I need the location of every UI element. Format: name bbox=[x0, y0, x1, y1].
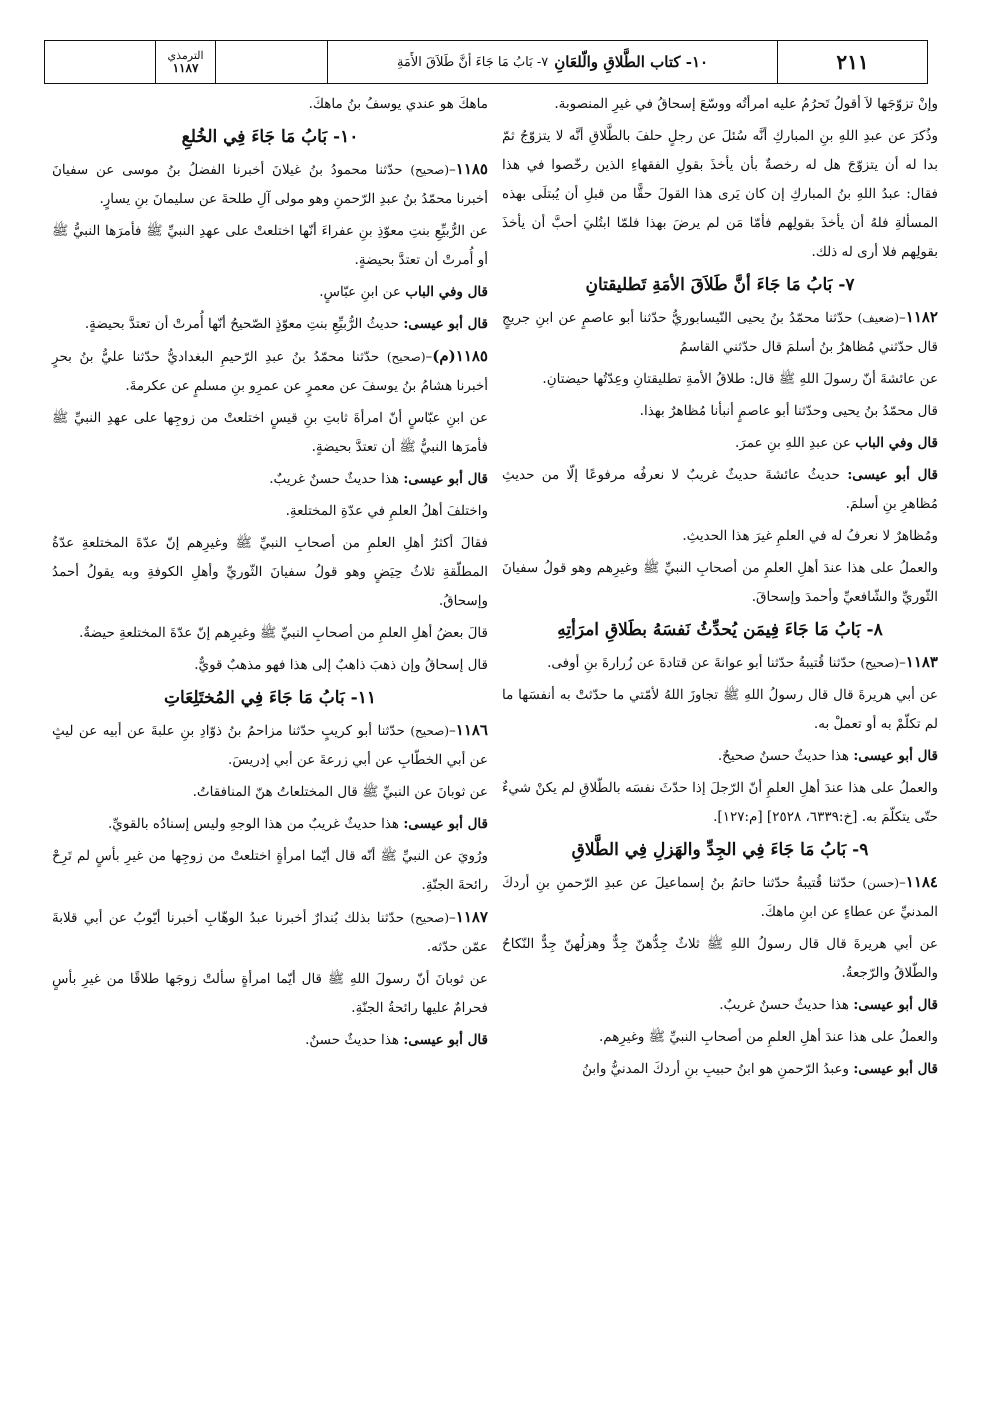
commentary-paragraph bbox=[52, 1026, 488, 1055]
chapter-title: ٧- بَابُ مَا جَاءَ أنَّ طَلاَقَ الأَمَةِ bbox=[396, 54, 549, 70]
hadith-chain-text: حدّثنا أبو كريبٍ حدّثنا مزاحمُ بنُ ذوّادِ بنِ علبةَ عن أبيه عن ليثٍ عن أبي الخطّابِ عن أبي زرعةَ عن أبي إدريسَ. bbox=[52, 723, 488, 768]
text-paragraph: قالَ بعضُ أهلِ العلمِ من أصحابِ النبيِّ ﷺ وغيرِهم إنّ عدّةَ المختلعةِ حيضةٌ. bbox=[79, 625, 488, 641]
hadith-paragraph: ١١٨٧–(صحيح) حدّثنا بذلك بُندارٌ أخبرنا عبدُ الوهّابِ أخبرنا أيّوبُ عن أبي قلابةَ عمّن حدّثه. bbox=[52, 908, 488, 955]
book-title: ١٠- كتاب الطَّلاقِ والّلعَانِ bbox=[554, 53, 709, 71]
commentary-paragraph bbox=[502, 1055, 938, 1084]
chapter-heading: ١١- بَابُ مَا جَاءَ فِي المُختَلِعَاتِ bbox=[164, 688, 376, 708]
commentary-text: هذا حديثٌ غريبٌ من هذا الوجهِ وليس إسنادُه بالقويِّ. bbox=[107, 816, 400, 832]
hadith-number: ١١٨٢ bbox=[905, 308, 938, 326]
text-paragraph: ومُظاهرٌ لا نعرفُ له في العلمِ غيرَ هذا الحديثِ. bbox=[682, 528, 938, 544]
text-paragraph: عن ابنِ عبّاسٍ أنّ امرأةَ ثابتِ بنِ قيسٍ اختلعتْ من زوجِها على عهدِ النبيِّ ﷺ فأمرَها النبيُّ ﷺ أن تعتدَّ بحيضةٍ. bbox=[52, 410, 488, 455]
hadith-paragraph: ١١٨٣–(صحيح) حدّثنا قُتيبةُ حدّثنا أبو عوانةَ عن قتادةَ عن زُرارةَ بنِ أوفى. bbox=[547, 653, 938, 671]
commentary-paragraph bbox=[502, 429, 938, 458]
commentary-text: حديثُ عائشةَ حديثٌ غريبٌ لا نعرفُه مرفوعًا إلّا من حديثِ مُظاهرِ بنِ أسلمَ. bbox=[502, 467, 938, 512]
text-paragraph: فقالَ أكثرُ أهلِ العلمِ من أصحابِ النبيِّ ﷺ وغيرِهم إنّ عدّةَ المختلعةِ عدّةُ المطلّقةِ ثلاثُ حِيَضٍ وهو قولُ سفيانَ الثّوريِّ وأهلِ الكوفةِ وبه يقولُ أحمدُ وإسحاقُ. bbox=[52, 535, 488, 609]
commentary-paragraph bbox=[502, 991, 938, 1020]
text-paragraph: ورُويَ عن النبيِّ ﷺ أنّه قال أيّما امرأةٍ اختلعتْ من زوجِها من غيرِ بأسٍ لم تَرِحْ رائحةَ الجنّةِ. bbox=[52, 848, 488, 893]
hadith-grade: (صحيح) bbox=[860, 656, 900, 670]
hadith-grade: (صحيح) bbox=[410, 911, 450, 925]
commentary-text: حديثُ الرُّبيِّعِ بنتِ معوّذٍ الصّحيحُ أنّها أُمرتْ أن تعتدَّ بحيضةٍ. bbox=[84, 316, 400, 332]
speaker-label: قال أبو عيسى: bbox=[403, 471, 488, 487]
commentary-paragraph bbox=[52, 310, 488, 339]
commentary-paragraph bbox=[502, 742, 938, 771]
hadith-reference bbox=[155, 41, 215, 83]
hadith-paragraph: ١١٨٢–(ضعيف) حدّثنا محمّدُ بنُ يحيى النّيسابوريُّ حدّثنا أبو عاصمٍ عن ابنِ جريجٍ قال حدّثني مُظاهرُ بنُ أسلمَ قال حدّثني القاسمُ bbox=[502, 308, 938, 355]
text-paragraph: ماهكَ هو عندي يوسفُ بنُ ماهكَ. bbox=[308, 96, 488, 112]
hadith-number: ١١٨٥(م) bbox=[432, 347, 488, 365]
speaker-label: قال وفي الباب bbox=[855, 435, 938, 451]
chapter-heading: ٩- بَابُ مَا جَاءَ فِي الجِدِّ والهَزلِ فِي الطَّلاقِ bbox=[571, 840, 869, 860]
chapter-heading: ١٠- بَابُ مَا جَاءَ فِي الخُلعِ bbox=[181, 127, 359, 147]
chapter-heading: ٧- بَابُ مَا جَاءَ أنَّ طَلاَقَ الأمَةِ تَطليقتانِ bbox=[585, 275, 855, 295]
hadith-chain-text: حدّثنا بذلك بُندارٌ أخبرنا عبدُ الوهّابِ أخبرنا أيّوبُ عن أبي قلابةَ عمّن حدّثه. bbox=[52, 910, 488, 955]
hadith-grade: (حسن) bbox=[862, 876, 900, 890]
chapter-heading: ٨- بَابُ مَا جَاءَ فِيمَن يُحدِّثُ نَفسَهُ بطَلاقِ امرَأتِهِ bbox=[557, 620, 883, 640]
text-paragraph: والعملُ على هذا عندَ أهلِ العلمِ من أصحابِ النبيِّ ﷺ وغيرِهم. bbox=[598, 1029, 938, 1045]
page-number: ٢١١ bbox=[777, 41, 927, 83]
text-paragraph: قال محمّدُ بنُ يحيى وحدّثنا أبو عاصمٍ أنبأنا مُظاهرٌ بهذا. bbox=[639, 403, 938, 419]
hadith-number: ١١٨٤ bbox=[905, 873, 938, 891]
header-empty-cell bbox=[215, 41, 327, 83]
text-paragraph: واختلفَ أهلُ العلمِ في عدّةِ المختلعةِ. bbox=[285, 503, 488, 519]
speaker-label: قال أبو عيسى: bbox=[853, 1061, 938, 1077]
text-paragraph: عن أبي هريرةَ قال قال رسولُ اللهِ ﷺ ثلاثٌ جِدُّهنّ جِدٌّ وهزلُهنّ جِدٌّ النّكاحُ والطّلاقُ والرّجعةُ. bbox=[502, 936, 938, 981]
text-paragraph: عن ثوبانَ أنّ رسولَ اللهِ ﷺ قال أيّما امرأةٍ سألتْ زوجَها طلاقًا من غيرِ بأسٍ فحرامٌ عليها رائحةُ الجنّةِ. bbox=[52, 971, 488, 1016]
hadith-number: ١١٨٥ bbox=[455, 160, 488, 178]
commentary-text: هذا حديثٌ حسنٌ صحيحٌ. bbox=[717, 748, 850, 764]
commentary-text: عن عبدِ اللهِ بنِ عمرَ. bbox=[735, 435, 851, 451]
hadith-chain-text: حدّثنا قُتيبةُ حدّثنا حاتمُ بنُ إسماعيلَ عن عبدِ الرّحمنِ بنِ أردكَ المدنيِّ عن عطاءٍ عن ابنِ ماهكَ. bbox=[502, 875, 938, 920]
text-paragraph: عن الرُّبيِّعِ بنتِ معوّذِ بنِ عفراءَ أنّها اختلعتْ على عهدِ النبيِّ ﷺ فأمرَها النبيُّ ﷺ أو أُمرتْ أن تعتدَّ بحيضةٍ. bbox=[52, 223, 488, 268]
running-title bbox=[327, 41, 777, 83]
speaker-label: قال أبو عيسى: bbox=[403, 316, 488, 332]
header-end-cell bbox=[45, 41, 155, 83]
hadith-grade: (صحيح) bbox=[386, 350, 426, 364]
hadith-number: ١١٨٣ bbox=[905, 653, 938, 671]
speaker-label: قال أبو عيسى: bbox=[403, 1032, 488, 1048]
reference-number: ١١٨٧ bbox=[172, 61, 199, 75]
hadith-paragraph: ١١٨٥–(صحيح) حدّثنا محمودُ بنُ غيلانَ أخبرنا الفضلُ بنُ موسى عن سفيانَ أخبرنا محمّدُ بنُ عبدِ الرّحمنِ وهو مولى آلِ طلحةَ عن سليمانَ بنِ يسارٍ. bbox=[52, 160, 488, 207]
hadith-number: ١١٨٧ bbox=[455, 908, 488, 926]
commentary-paragraph bbox=[52, 810, 488, 839]
reference-label: الترمذي bbox=[167, 49, 204, 62]
hadith-paragraph: ١١٨٤–(حسن) حدّثنا قُتيبةُ حدّثنا حاتمُ بنُ إسماعيلَ عن عبدِ الرّحمنِ بنِ أردكَ المدنيِّ عن عطاءٍ عن ابنِ ماهكَ. bbox=[502, 873, 938, 920]
hadith-grade: (صحيح) bbox=[410, 163, 450, 177]
hadith-paragraph: ١١٨٥(م)–(صحيح) حدّثنا محمّدُ بنُ عبدِ الرّحيمِ البغداديُّ حدّثنا عليُّ بنُ بحرٍ أخبرنا هشامُ بنُ يوسفَ عن معمرٍ عن عمرِو بنِ مسلمٍ عن عكرمةَ. bbox=[52, 347, 488, 394]
hadith-chain-text: حدّثنا محمودُ بنُ غيلانَ أخبرنا الفضلُ بنُ موسى عن سفيانَ أخبرنا محمّدُ بنُ عبدِ الرّحمنِ وهو مولى آلِ طلحةَ عن سليمانَ بنِ يسارٍ. bbox=[52, 162, 488, 207]
speaker-label: قال أبو عيسى: bbox=[403, 816, 488, 832]
hadith-number: ١١٨٦ bbox=[455, 721, 488, 739]
right-column bbox=[502, 90, 938, 1087]
hadith-paragraph: ١١٨٦–(صحيح) حدّثنا أبو كريبٍ حدّثنا مزاحمُ بنُ ذوّادِ بنِ علبةَ عن أبيه عن ليثٍ عن أبي الخطّابِ عن أبي زرعةَ عن أبي إدريسَ. bbox=[52, 721, 488, 768]
hadith-chain-text: حدّثنا قُتيبةُ حدّثنا أبو عوانةَ عن قتادةَ عن زُرارةَ بنِ أوفى. bbox=[547, 655, 857, 671]
hadith-chain-text: حدّثنا محمّدُ بنُ يحيى النّيسابوريُّ حدّثنا أبو عاصمٍ عن ابنِ جريجٍ قال حدّثني مُظاهرُ بنُ أسلمَ قال حدّثني القاسمُ bbox=[502, 310, 938, 355]
text-paragraph: والعملُ على هذا عندَ أهلِ العلمِ من أصحابِ النبيِّ ﷺ وغيرِهم وهو قولُ سفيانَ الثّوريِّ والشّافعيِّ وأحمدَ وإسحاقَ. bbox=[502, 560, 938, 605]
text-paragraph: عن عائشةَ أنّ رسولَ اللهِ ﷺ قال: طلاقُ الأمةِ تطليقتانِ وعِدّتُها حيضتانِ. bbox=[542, 371, 938, 387]
commentary-paragraph bbox=[52, 278, 488, 307]
commentary-text: عن ابنِ عبّاسٍ. bbox=[319, 284, 401, 300]
text-paragraph: وذُكرَ عن عبدِ اللهِ بنِ المباركِ أنَّه سُئلَ عن رجلٍ حلفَ بالطَّلاقِ أنَّه لا يتزوّجُ ثمّ بدا له أن يتزوّجَ هل له رخصةٌ بأن يأخذَ بقولِ الفقهاءِ الذين رخّصوا في هذا فقال: عبدُ اللهِ بنُ المباركِ إن كان يَرى هذا القولَ حقًّا من قبلِ أن يُبتلَى بهذه المسألةِ فلهُ أن يأخذَ بقولِهم فأمّا مَن لم يرضَ بهذا فلمّا ابتُليَ أحبَّ أن يأخذَ بقولِهم فلا أرى له ذلك. bbox=[502, 128, 938, 260]
commentary-text: هذا حديثٌ حسنٌ غريبٌ. bbox=[269, 471, 400, 487]
text-paragraph: عن ثوبانَ عن النبيِّ ﷺ قال المختلعاتُ هنّ المنافقاتُ. bbox=[192, 784, 488, 800]
text-paragraph: قال إسحاقُ وإن ذهبَ ذاهبٌ إلى هذا فهو مذهبٌ قويٌّ. bbox=[194, 657, 488, 673]
commentary-text: هذا حديثٌ حسنٌ غريبٌ. bbox=[719, 997, 850, 1013]
speaker-label: قال أبو عيسى: bbox=[853, 748, 938, 764]
text-paragraph: والعملُ على هذا عندَ أهلِ العلمِ أنّ الرّجلَ إذا حدّثَ نفسَه بالطّلاقِ لم يكنْ شيءٌ حتّى يتكلّمَ به. [خ:٦٣٣٩، ٢٥٢٨] [م:١٢٧]. bbox=[502, 780, 938, 825]
hadith-grade: (صحيح) bbox=[410, 724, 450, 738]
commentary-paragraph bbox=[52, 465, 488, 494]
text-paragraph: عن أبي هريرةَ قال قال رسولُ اللهِ ﷺ تجاوزَ اللهُ لأمّتي ما حدّثتْ به أنفسَها ما لم تكلّمْ به أو تعملْ به. bbox=[502, 687, 938, 732]
hadith-chain-text: حدّثنا محمّدُ بنُ عبدِ الرّحيمِ البغداديُّ حدّثنا عليُّ بنُ بحرٍ أخبرنا هشامُ بنُ يوسفَ عن معمرٍ عن عمرِو بنِ مسلمٍ عن عكرمةَ. bbox=[52, 349, 488, 394]
speaker-label: قال أبو عيسى: bbox=[847, 467, 938, 483]
text-paragraph: وإنْ تزوّجَها لاَ أقولُ تَحرُمُ عليه امرأتُه ووسّعَ إسحاقُ في غيرِ المنصوبة. bbox=[554, 96, 938, 112]
commentary-text: هذا حديثٌ حسنٌ. bbox=[305, 1032, 400, 1048]
left-column bbox=[52, 90, 488, 1058]
commentary-paragraph bbox=[502, 461, 938, 519]
hadith-grade: (ضعيف) bbox=[857, 311, 900, 325]
speaker-label: قال وفي الباب bbox=[405, 284, 488, 300]
page-header bbox=[44, 40, 928, 84]
commentary-text: وعبدُ الرّحمنِ هو ابنُ حبيبِ بنِ أردكَ المدنيُّ وابنُ bbox=[582, 1061, 850, 1077]
speaker-label: قال أبو عيسى: bbox=[853, 997, 938, 1013]
